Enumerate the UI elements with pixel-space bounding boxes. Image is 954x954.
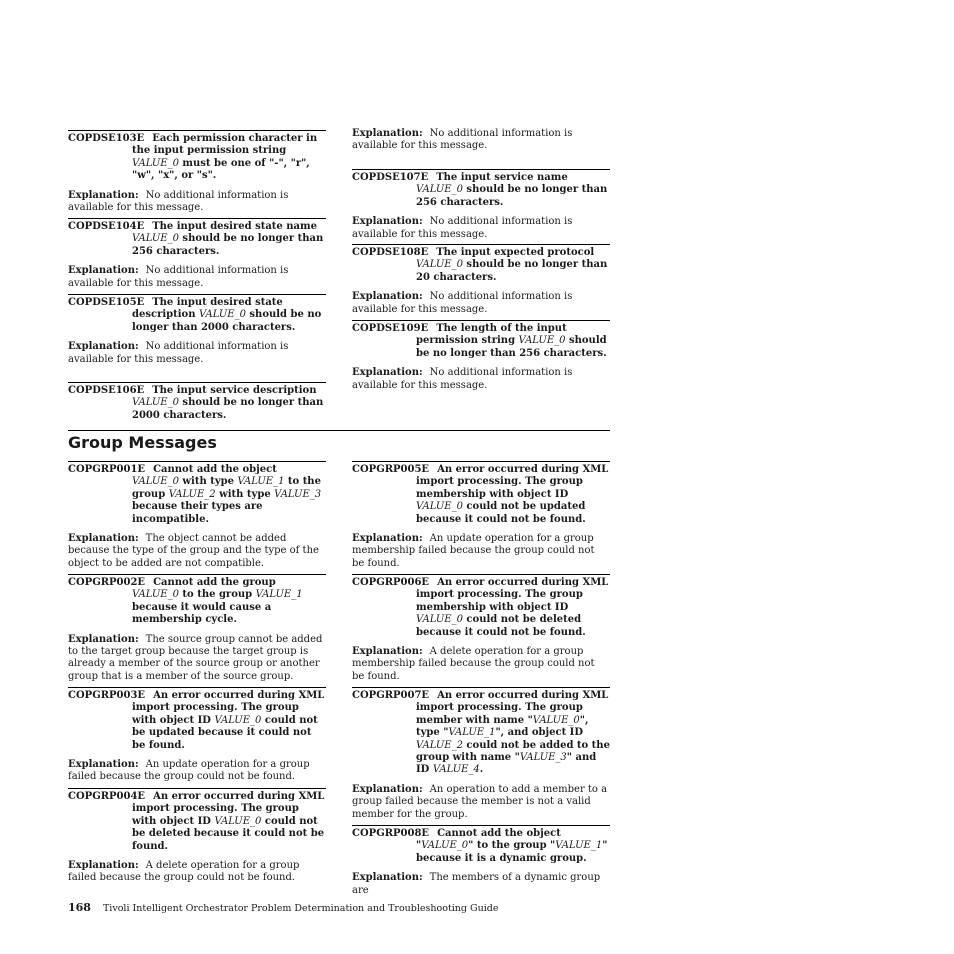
message-heading: COPGRP006E An error occurred during XML import processing. The group membership with object ID VALUE_0 could not be deleted because it could not be found. [352,577,609,638]
variable: VALUE_0 [214,714,262,726]
message-explanation: Explanation: No additional information is available for this message. [352,291,573,315]
message-explanation-continued: Explanation: No additional information is available for this message. [352,128,573,152]
message-code: COPGRP008E [352,828,430,839]
variable: VALUE_0 [532,714,580,726]
message-explanation: Explanation: The source group cannot be added to the target group because the target group is already a member of the source group or another group that is a member of the source group. [68,633,323,682]
section-divider [68,430,610,431]
message-copdse107e [352,169,610,241]
explanation-label: Explanation: [352,872,423,884]
variable: VALUE_0 [132,589,179,601]
variable: VALUE_0 [416,259,463,271]
explanation-label: Explanation: [68,265,139,277]
message-heading: COPGRP007E An error occurred during XML import processing. The group member with name "VALUE_0", type "VALUE_1", and object ID VALUE_2 could not be added to the group with name "VALUE_3" and ID VALUE_4. [352,690,610,776]
explanation-label: Explanation: [68,633,139,645]
message-heading: COPGRP005E An error occurred during XML import processing. The group membership with object ID VALUE_0 could not be updated because it could not be found. [352,464,609,525]
message-explanation: Explanation: The object cannot be added because the type of the group and the type of the object to be added are not compatible. [68,533,319,569]
message-explanation: Explanation: No additional information is available for this message. [352,367,573,391]
message-copdse109e [352,320,610,392]
message-heading: COPDSE104E The input desired state name VALUE_0 should be no longer than 256 characters. [68,221,324,257]
message-copgrp006e [352,574,610,683]
variable: VALUE_2 [416,739,463,751]
variable: VALUE_0 [416,501,463,513]
variable: VALUE_0 [416,614,463,626]
message-code: COPGRP007E [352,690,430,701]
explanation-label: Explanation: [352,291,423,303]
message-code: COPDSE105E [68,297,145,308]
variable: VALUE_0 [214,815,262,827]
variable: VALUE_0 [132,233,179,245]
message-copgrp005e [352,461,610,570]
explanation-label: Explanation: [352,128,423,139]
variable: VALUE_1 [555,840,603,852]
variable: VALUE_0 [421,840,469,852]
explanation-label: Explanation: [68,533,139,545]
message-heading: COPDSE109E The length of the input permission string VALUE_0 should be no longer than 256 characters. [352,323,607,359]
message-explanation: Explanation: No additional information is available for this message. [352,216,573,240]
message-copgrp008e [352,825,610,897]
message-heading: COPDSE103E Each permission character in the input permission string VALUE_0 must be one of "-", "r", "w", "x", or "s". [68,133,318,182]
explanation-label: Explanation: [352,646,423,658]
message-explanation: Explanation: No additional information is available for this message. [68,189,289,214]
message-copdse108e [352,244,610,316]
explanation-label: Explanation: [68,341,139,353]
explanation-label: Explanation: [68,189,139,201]
message-copdse106e [68,382,326,422]
variable: VALUE_3 [274,488,322,500]
explanation-label: Explanation: [352,533,423,545]
message-explanation: Explanation: A delete operation for a group failed because the group could not be found. [68,860,300,884]
explanation-label: Explanation: [352,216,423,228]
variable: VALUE_0 [416,184,463,196]
message-copgrp004e [68,788,326,885]
message-copgrp007e [352,687,610,821]
explanation-label: Explanation: [68,860,139,872]
variable: VALUE_1 [237,476,285,488]
message-code: COPDSE107E [352,172,429,183]
variable: VALUE_0 [132,397,179,409]
message-heading: COPGRP004E An error occurred during XML import processing. The group with object ID VALUE_0 could not be deleted because it could not be found. [68,791,325,852]
message-code: COPGRP005E [352,464,430,475]
message-code: COPDSE103E [68,133,145,144]
message-code: COPGRP003E [68,690,146,701]
message-heading: COPGRP003E An error occurred during XML import processing. The group with object ID VALUE_0 could not be updated because it could not be found. [68,690,325,751]
book-title: Tivoli Intelligent Orchestrator Problem Determination and Troubleshooting Guide [102,903,499,914]
variable: VALUE_0 [132,476,179,488]
variable: VALUE_1 [448,727,496,739]
message-explanation: Explanation: The members of a dynamic group are [352,872,601,896]
message-copgrp003e [68,687,326,784]
message-explanation: Explanation: No additional information is available for this message. [68,265,289,289]
explanation-label: Explanation: [352,367,423,379]
message-heading: COPDSE106E The input service description VALUE_0 should be no longer than 2000 characters. [68,385,324,421]
message-heading: COPGRP002E Cannot add the group VALUE_0 to the group VALUE_1 because it would cause a membership cycle. [68,577,303,626]
message-code: COPDSE106E [68,385,145,396]
section-title: Group Messages [68,433,217,452]
message-heading: COPGRP001E Cannot add the object VALUE_0 with type VALUE_1 to the group VALUE_2 with type VALUE_3 because their types are incompatible. [68,464,322,525]
message-copgrp002e [68,574,326,683]
message-explanation: Explanation: An update operation for a group membership failed because the group could not be found. [352,533,595,569]
message-code: COPGRP006E [352,577,430,588]
message-heading: COPGRP008E Cannot add the object "VALUE_0" to the group "VALUE_1" because it is a dynamic group. [352,828,608,864]
variable: VALUE_0 [518,335,566,347]
page-number: 168 [68,901,91,914]
variable: VALUE_0 [198,309,246,321]
message-explanation: Explanation: An operation to add a member to a group failed because the member is not a valid member for the group. [352,783,608,820]
page-footer [68,901,498,916]
message-heading: COPDSE105E The input desired state description VALUE_0 should be no longer than 2000 characters. [68,297,322,333]
explanation-label: Explanation: [352,783,423,795]
message-copgrp001e [68,461,326,570]
variable: VALUE_4 [432,764,480,776]
message-explanation: Explanation: A delete operation for a group membership failed because the group could not be found. [352,646,595,682]
message-code: COPDSE108E [352,247,429,258]
message-copdse103e [68,130,326,214]
message-explanation: Explanation: An update operation for a group failed because the group could not be found. [68,759,310,783]
message-code: COPGRP004E [68,791,146,802]
message-code: COPGRP001E [68,464,146,475]
message-heading: COPDSE108E The input expected protocol VALUE_0 should be no longer than 20 characters. [352,247,608,283]
variable: VALUE_2 [168,488,216,500]
message-code: COPGRP002E [68,577,146,588]
message-code: COPDSE104E [68,221,145,232]
message-copdse104e [68,218,326,290]
message-copdse105e [68,294,326,366]
explanation-label: Explanation: [68,759,139,771]
message-heading: COPDSE107E The input service name VALUE_0 should be no longer than 256 characters. [352,172,608,208]
message-code: COPDSE109E [352,323,429,334]
message-explanation: Explanation: No additional information is available for this message. [68,341,289,365]
variable: VALUE_1 [255,589,303,601]
variable: VALUE_0 [132,157,179,169]
variable: VALUE_3 [519,752,567,764]
